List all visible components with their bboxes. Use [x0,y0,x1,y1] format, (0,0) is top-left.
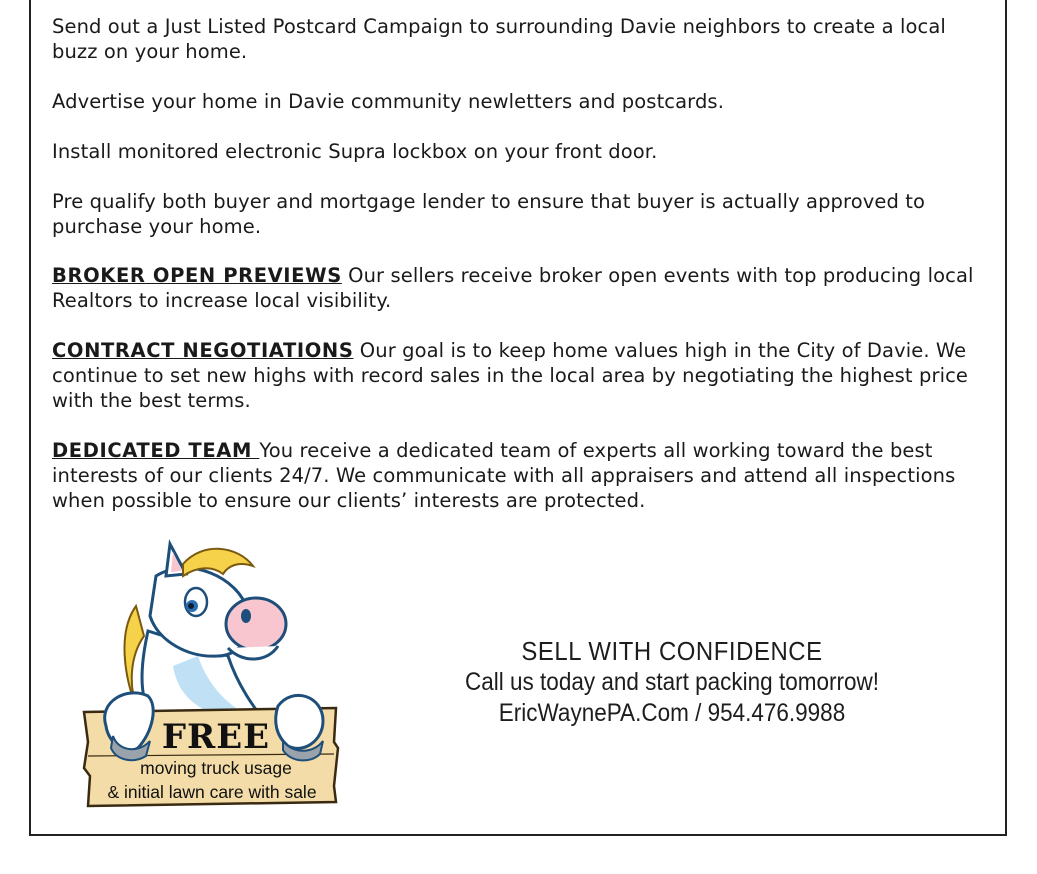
paragraph-advertise [52,89,982,114]
section-heading: DEDICATED TEAM [52,439,260,462]
paragraph-broker-open [52,263,982,313]
section-heading: CONTRACT NEGOTIATIONS [52,339,354,362]
cta-call-line: Call us today and start packing tomorrow! [465,668,879,696]
paragraph-text: Pre qualify both buyer and mortgage lender to ensure that buyer is actually approved to purchase your home. [52,190,926,238]
paragraph-postcard-campaign [52,14,982,64]
paragraph-text: Our goal is to keep home values high in the City of Davie. We continue to set new highs with record sales in the local area by negotiating the highest price with the best terms. [52,339,969,412]
sign-free-text: FREE [161,717,271,757]
paragraph-lockbox [52,139,982,164]
paragraph-dedicated-team [52,438,982,513]
section-heading: BROKER OPEN PREVIEWS [52,264,342,287]
paragraph-text: Send out a Just Listed Postcard Campaign to surrounding Davie neighbors to create a local buzz on your home. [52,15,946,63]
paragraph-text: Install monitored electronic Supra lockbox on your front door. [52,140,658,163]
sign-line-1: moving truck usage [140,758,292,778]
paragraph-contract-negotiations [52,338,982,413]
horse-mascot-illustration [78,536,348,821]
paragraph-text: Advertise your home in Davie community newletters and postcards. [52,90,724,113]
cta-website-phone: EricWaynePA.Com / 954.476.9988 [498,699,846,727]
paragraph-text: You receive a dedicated team of experts all working toward the best interests of our clients 24/7. We communicate with all appraisers and attend all inspections when possible to ensure our clients’ interests are protected. [52,439,956,512]
cta-title: SELL WITH CONFIDENCE [521,636,823,666]
paragraph-prequalify [52,189,982,239]
sign-line-2: & initial lawn care with sale [107,782,317,802]
paragraph-text: Our sellers receive broker open events with top producing local Realtors to increase local visibility. [52,264,974,312]
